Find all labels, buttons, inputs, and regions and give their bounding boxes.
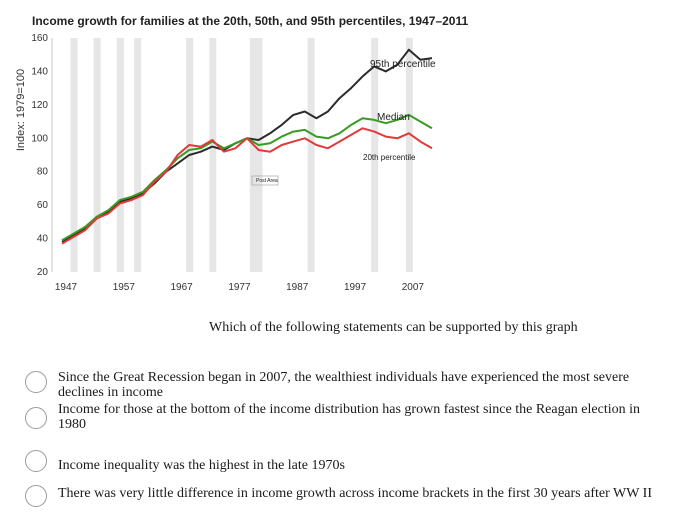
recession-band-5 [209,38,216,272]
option-3-text: Income inequality was the highest in the late 1970s [58,458,345,473]
annotation-95th-percentile: 95th percentile [370,59,436,70]
x-tick-label-5: 1997 [343,282,367,293]
x-tick-label-2: 1967 [170,282,193,293]
x-tick-label-3: 1977 [228,282,251,293]
annotation-post-area: Post Area [256,178,278,184]
y-tick-label-4: 100 [31,133,48,145]
y-tick-label-2: 60 [36,200,48,212]
y-axis-label: Index: 1979=100 [15,68,27,152]
radio-button-1[interactable] [25,371,47,393]
x-tick-label-0: 1947 [54,282,78,293]
option-1-text: Since the Great Recession began in 2007, the wealthiest individuals have experienced the most severe declines in income [58,370,630,400]
y-tick-label-5: 120 [31,99,48,111]
option-2-text: Income for those at the bottom of the income distribution has grown fastest since the Reagan election in 1980 [58,402,641,432]
recession-band-2 [117,38,124,272]
recession-band-7 [256,38,263,272]
y-tick-label-3: 80 [36,166,48,178]
radio-button-3[interactable] [25,450,47,472]
y-tick-label-1: 40 [36,233,48,245]
x-tick-label-6: 2007 [401,282,424,293]
radio-button-2[interactable] [25,407,47,429]
recession-band-8 [308,38,315,272]
recession-band-1 [94,38,101,272]
recession-band-3 [134,38,141,272]
x-tick-label-4: 1987 [286,282,309,293]
y-tick-label-6: 140 [31,66,48,78]
radio-button-4[interactable] [25,485,47,507]
annotation-20th-percentile: 20th percentile [363,153,416,162]
option-4-text: There was very little difference in income growth across income brackets in the first 30 years after WW II [58,486,652,501]
chart-title: Income growth for families at the 20th, 50th, and 95th percentiles, 1947–2011 [32,14,469,28]
y-tick-label-7: 160 [31,33,48,44]
annotation-median: Median [377,112,410,123]
question-text: Which of the following statements can be supported by this graph [209,320,578,335]
y-tick-label-0: 20 [36,267,48,278]
x-tick-label-1: 1957 [112,282,135,293]
